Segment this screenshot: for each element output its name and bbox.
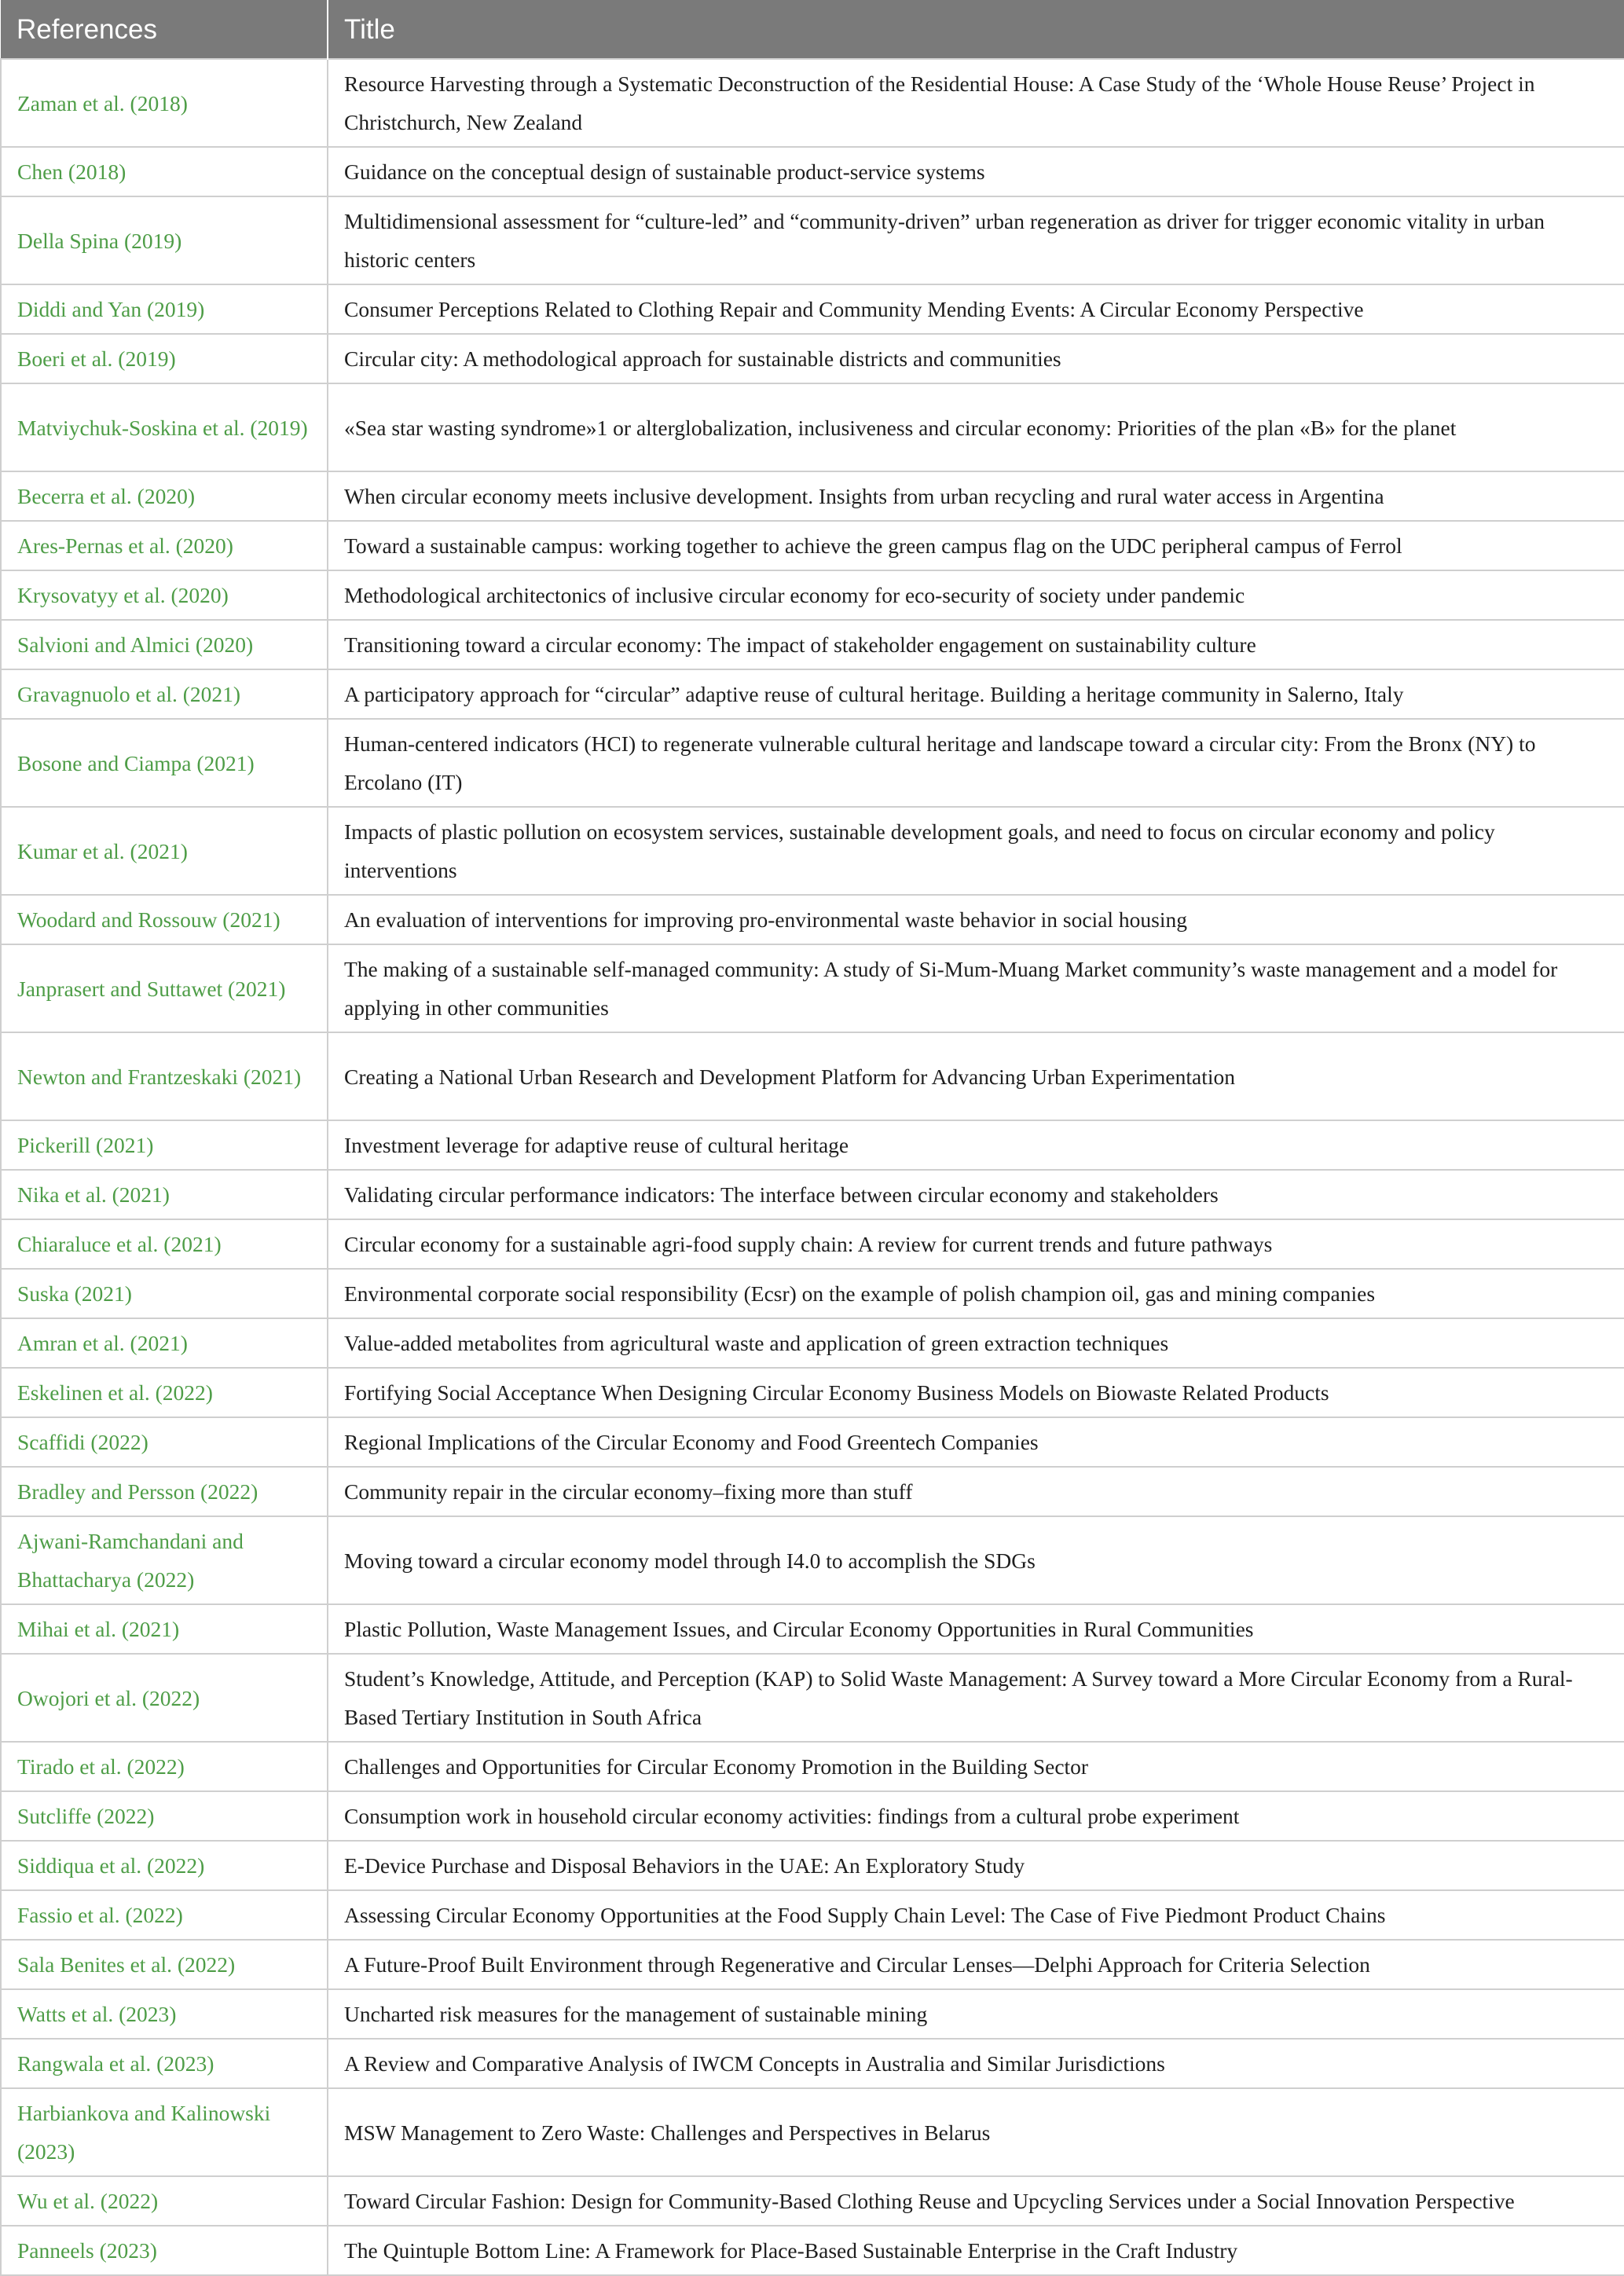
reference-link[interactable]: Chiaraluce et al. (2021): [1, 1219, 328, 1269]
table-row: [1, 1170, 1624, 1219]
table-row: [1, 1269, 1624, 1318]
title-cell: Consumption work in household circular economy activities: findings from a cultural probe experiment: [328, 1791, 1624, 1841]
table-row: [1, 2039, 1624, 2088]
table-row: [1, 1032, 1624, 1120]
title-cell: The making of a sustainable self-managed community: A study of Si-Mum-Muang Market community’s waste management and a model for applying in other communities: [328, 944, 1624, 1032]
table-row: [1, 521, 1624, 570]
reference-link[interactable]: Diddi and Yan (2019): [1, 284, 328, 334]
table-row: [1, 1467, 1624, 1516]
title-cell: An evaluation of interventions for improving pro-environmental waste behavior in social housing: [328, 895, 1624, 944]
table-row: [1, 383, 1624, 471]
reference-link[interactable]: Amran et al. (2021): [1, 1318, 328, 1368]
title-cell: Assessing Circular Economy Opportunities at the Food Supply Chain Level: The Case of Five Piedmont Product Chains: [328, 1890, 1624, 1940]
title-cell: Environmental corporate social responsibility (Ecsr) on the example of polish champion oil, gas and mining companies: [328, 1269, 1624, 1318]
reference-link[interactable]: Bosone and Ciampa (2021): [1, 719, 328, 807]
reference-link[interactable]: Wu et al. (2022): [1, 2176, 328, 2226]
title-cell: Multidimensional assessment for “culture-led” and “community-driven” urban regeneration as driver for trigger economic vitality in urban historic centers: [328, 196, 1624, 284]
reference-link[interactable]: Chen (2018): [1, 147, 328, 196]
table-row: [1, 719, 1624, 807]
title-cell: Circular economy for a sustainable agri-food supply chain: A review for current trends and future pathways: [328, 1219, 1624, 1269]
table-row: [1, 669, 1624, 719]
table-row: [1, 1120, 1624, 1170]
header-references: References: [1, 0, 328, 59]
title-cell: Resource Harvesting through a Systematic Deconstruction of the Residential House: A Case Study of the ‘Whole House Reuse’ Project in Christchurch, New Zealand: [328, 59, 1624, 147]
table-row: [1, 1417, 1624, 1467]
table-row: [1, 1654, 1624, 1742]
reference-link[interactable]: Suska (2021): [1, 1269, 328, 1318]
reference-link[interactable]: Pickerill (2021): [1, 1120, 328, 1170]
title-cell: When circular economy meets inclusive development. Insights from urban recycling and rural water access in Argentina: [328, 471, 1624, 521]
reference-link[interactable]: Watts et al. (2023): [1, 1989, 328, 2039]
title-cell: E-Device Purchase and Disposal Behaviors in the UAE: An Exploratory Study: [328, 1841, 1624, 1890]
reference-link[interactable]: Zaman et al. (2018): [1, 59, 328, 147]
title-cell: Challenges and Opportunities for Circular Economy Promotion in the Building Sector: [328, 1742, 1624, 1791]
table-row: [1, 196, 1624, 284]
reference-link[interactable]: Panneels (2023): [1, 2226, 328, 2275]
title-cell: Impacts of plastic pollution on ecosystem services, sustainable development goals, and need to focus on circular economy and policy interventions: [328, 807, 1624, 895]
table-row: [1, 1890, 1624, 1940]
table-row: [1, 1318, 1624, 1368]
table-row: [1, 284, 1624, 334]
title-cell: Toward a sustainable campus: working together to achieve the green campus flag on the UDC peripheral campus of Ferrol: [328, 521, 1624, 570]
reference-link[interactable]: Fassio et al. (2022): [1, 1890, 328, 1940]
reference-link[interactable]: Newton and Frantzeskaki (2021): [1, 1032, 328, 1120]
title-cell: A Future-Proof Built Environment through Regenerative and Circular Lenses—Delphi Approach for Criteria Selection: [328, 1940, 1624, 1989]
title-cell: Toward Circular Fashion: Design for Community-Based Clothing Reuse and Upcycling Services under a Social Innovation Perspective: [328, 2176, 1624, 2226]
reference-link[interactable]: Becerra et al. (2020): [1, 471, 328, 521]
title-cell: «Sea star wasting syndrome»1 or alterglobalization, inclusiveness and circular economy: Priorities of the plan «B» for the planet: [328, 383, 1624, 471]
table-row: [1, 1368, 1624, 1417]
reference-link[interactable]: Ajwani-Ramchandani and Bhattacharya (2022): [1, 1516, 328, 1604]
table-row: [1, 1841, 1624, 1890]
table-row: [1, 1742, 1624, 1791]
table-row: [1, 147, 1624, 196]
reference-link[interactable]: Kumar et al. (2021): [1, 807, 328, 895]
table-row: [1, 1791, 1624, 1841]
title-cell: Uncharted risk measures for the management of sustainable mining: [328, 1989, 1624, 2039]
table-row: [1, 1219, 1624, 1269]
table-body: [1, 59, 1624, 2275]
reference-link[interactable]: Ares-Pernas et al. (2020): [1, 521, 328, 570]
title-cell: A participatory approach for “circular” adaptive reuse of cultural heritage. Building a heritage community in Salerno, Italy: [328, 669, 1624, 719]
title-cell: Value-added metabolites from agricultural waste and application of green extraction techniques: [328, 1318, 1624, 1368]
reference-link[interactable]: Woodard and Rossouw (2021): [1, 895, 328, 944]
table-row: [1, 620, 1624, 669]
reference-link[interactable]: Nika et al. (2021): [1, 1170, 328, 1219]
title-cell: Moving toward a circular economy model through I4.0 to accomplish the SDGs: [328, 1516, 1624, 1604]
title-cell: A Review and Comparative Analysis of IWCM Concepts in Australia and Similar Jurisdictions: [328, 2039, 1624, 2088]
title-cell: Guidance on the conceptual design of sustainable product-service systems: [328, 147, 1624, 196]
table-header-row: [1, 0, 1624, 59]
table-row: [1, 944, 1624, 1032]
reference-link[interactable]: Matviychuk-Soskina et al. (2019): [1, 383, 328, 471]
table-row: [1, 2088, 1624, 2176]
title-cell: Validating circular performance indicators: The interface between circular economy and stakeholders: [328, 1170, 1624, 1219]
table-row: [1, 471, 1624, 521]
reference-link[interactable]: Janprasert and Suttawet (2021): [1, 944, 328, 1032]
title-cell: Transitioning toward a circular economy: The impact of stakeholder engagement on sustainability culture: [328, 620, 1624, 669]
reference-link[interactable]: Siddiqua et al. (2022): [1, 1841, 328, 1890]
title-cell: Investment leverage for adaptive reuse of cultural heritage: [328, 1120, 1624, 1170]
title-cell: Fortifying Social Acceptance When Designing Circular Economy Business Models on Biowaste Related Products: [328, 1368, 1624, 1417]
title-cell: Plastic Pollution, Waste Management Issues, and Circular Economy Opportunities in Rural Communities: [328, 1604, 1624, 1654]
table-row: [1, 1516, 1624, 1604]
title-cell: Methodological architectonics of inclusive circular economy for eco-security of society under pandemic: [328, 570, 1624, 620]
reference-link[interactable]: Gravagnuolo et al. (2021): [1, 669, 328, 719]
table-row: [1, 59, 1624, 147]
table-row: [1, 895, 1624, 944]
table-row: [1, 1989, 1624, 2039]
reference-link[interactable]: Bradley and Persson (2022): [1, 1467, 328, 1516]
title-cell: Consumer Perceptions Related to Clothing Repair and Community Mending Events: A Circular Economy Perspective: [328, 284, 1624, 334]
reference-link[interactable]: Krysovatyy et al. (2020): [1, 570, 328, 620]
table-row: [1, 2226, 1624, 2275]
reference-link[interactable]: Harbiankova and Kalinowski (2023): [1, 2088, 328, 2176]
title-cell: Human-centered indicators (HCI) to regenerate vulnerable cultural heritage and landscape toward a circular city: From the Bronx (NY) to Ercolano (IT): [328, 719, 1624, 807]
table-row: [1, 570, 1624, 620]
reference-link[interactable]: Della Spina (2019): [1, 196, 328, 284]
reference-link[interactable]: Owojori et al. (2022): [1, 1654, 328, 1742]
title-cell: Circular city: A methodological approach for sustainable districts and communities: [328, 334, 1624, 383]
title-cell: The Quintuple Bottom Line: A Framework for Place-Based Sustainable Enterprise in the Craft Industry: [328, 2226, 1624, 2275]
reference-link[interactable]: Boeri et al. (2019): [1, 334, 328, 383]
reference-link[interactable]: Tirado et al. (2022): [1, 1742, 328, 1791]
reference-link[interactable]: Eskelinen et al. (2022): [1, 1368, 328, 1417]
title-cell: MSW Management to Zero Waste: Challenges and Perspectives in Belarus: [328, 2088, 1624, 2176]
table-row: [1, 1940, 1624, 1989]
header-title: Title: [328, 0, 1624, 59]
title-cell: Creating a National Urban Research and Development Platform for Advancing Urban Experimentation: [328, 1032, 1624, 1120]
reference-link[interactable]: Sala Benites et al. (2022): [1, 1940, 328, 1989]
title-cell: Regional Implications of the Circular Economy and Food Greentech Companies: [328, 1417, 1624, 1467]
title-cell: Student’s Knowledge, Attitude, and Perception (KAP) to Solid Waste Management: A Survey toward a More Circular Economy from a Rural-Based Tertiary Institution in South Africa: [328, 1654, 1624, 1742]
table-row: [1, 2176, 1624, 2226]
reference-link[interactable]: Salvioni and Almici (2020): [1, 620, 328, 669]
reference-link[interactable]: Rangwala et al. (2023): [1, 2039, 328, 2088]
table-row: [1, 1604, 1624, 1654]
table-row: [1, 334, 1624, 383]
reference-link[interactable]: Mihai et al. (2021): [1, 1604, 328, 1654]
table-row: [1, 807, 1624, 895]
reference-link[interactable]: Scaffidi (2022): [1, 1417, 328, 1467]
title-cell: Community repair in the circular economy–fixing more than stuff: [328, 1467, 1624, 1516]
reference-link[interactable]: Sutcliffe (2022): [1, 1791, 328, 1841]
